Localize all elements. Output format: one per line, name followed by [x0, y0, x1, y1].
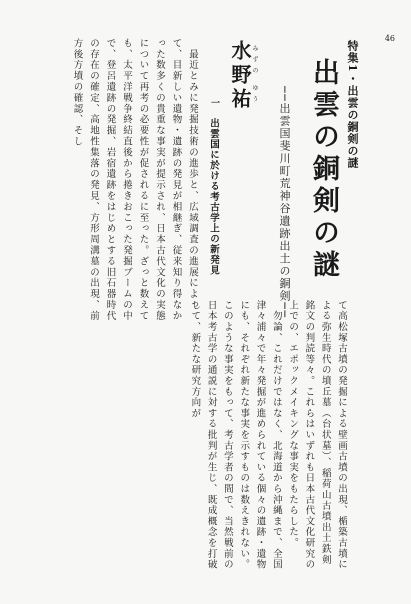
page-subtitle: ──出雲国斐川町荒神谷遺跡出土の銅剣──	[278, 86, 291, 319]
section-heading: 出雲国に於ける考古学上の新発見	[208, 118, 219, 276]
body-text-lower: て高松塚古墳の発掘による壁画古墳の出現、楯築古墳による弥生時代の墳丘墓（台状墓）、稲荷山古墳出土鉄剣銘文の判読等々。これらはいずれも日本古代文化研究の上での、エポックメイキングな事実をもたらした。 勿論、これだけではなく、北海道から沖縄まで、全国津々浦々で年々発掘が進められている個々の遺跡・遺物にも、それぞれ新たな事実を示すものは数えきれない。このような事実をもって、考古学者の間で、当然戦前の日本考古学の通説に対する批判が生じ、既成概念を打破して、新たな研究方向が	[189, 300, 347, 570]
author-ruby: みずの ゆう	[251, 45, 258, 107]
body-text-upper: 最近とみに発掘技術の進歩と、広域調査の進展によって、目新しい遺物・遺跡の発見が相継ぎ、従来知り得なかった数多くの貴重な事実が提示され、日本古代文化の実態について再考の必要性が促されるに至った。ざっと数えても、太平洋戦争終結直後から捲きおこった発掘ブームの中で、登呂遺跡の発掘、岩宿遺跡をはじめとする旧石器時代の存在の確定、高地性集落の発見、方形周溝墓の出現、前方後方墳の確認、そし	[71, 38, 198, 322]
section-number: 一	[209, 98, 219, 107]
author-name: 水野祐	[228, 40, 252, 112]
page-title: 出雲の銅剣の謎	[308, 58, 339, 282]
page-number: 46	[384, 34, 395, 43]
feature-label: 特集1・出雲の銅剣の謎	[346, 40, 359, 169]
